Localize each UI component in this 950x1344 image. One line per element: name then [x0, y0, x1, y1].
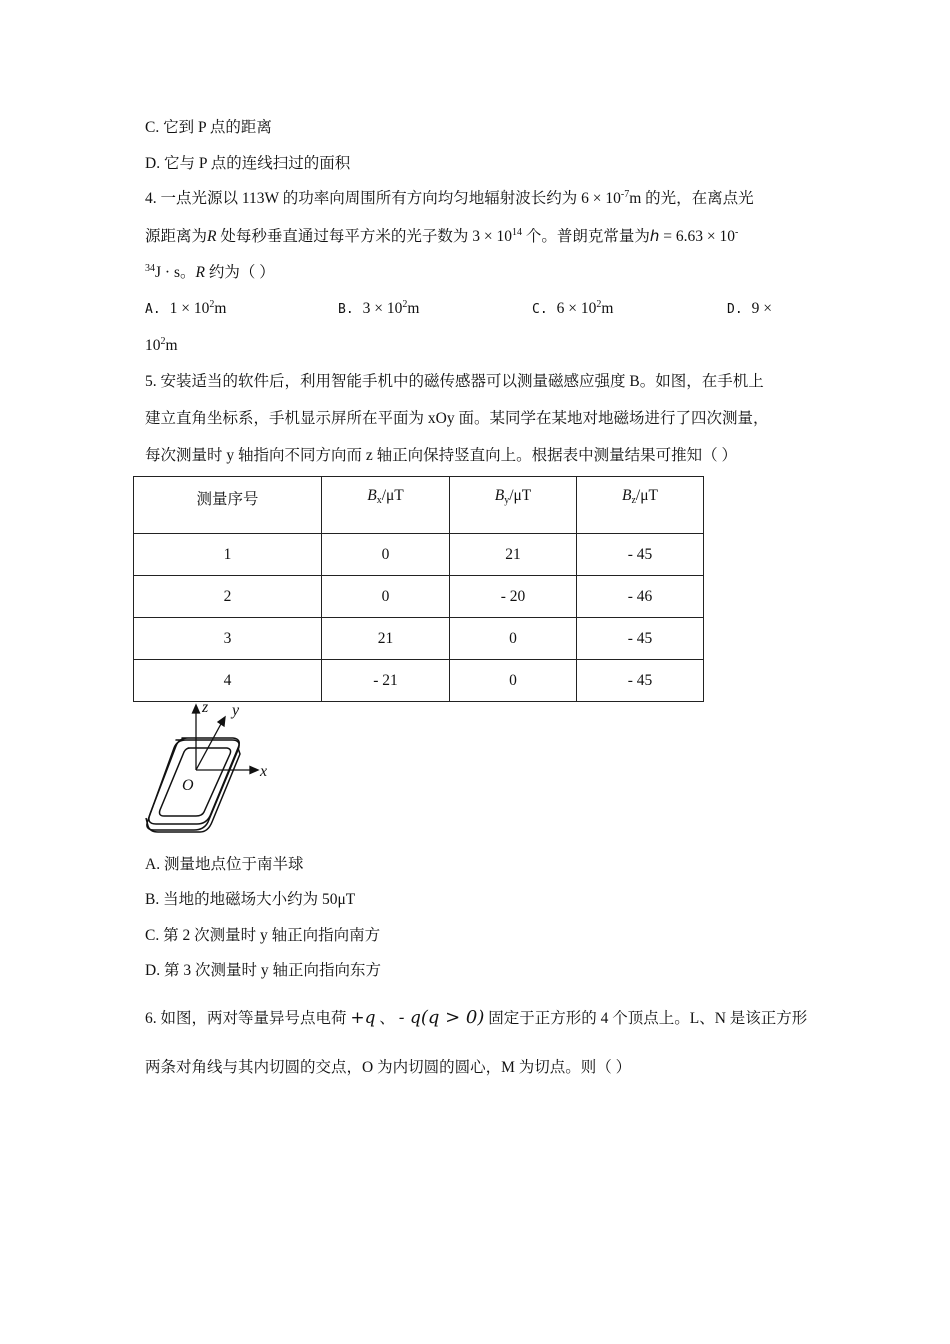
option-unit: m	[407, 300, 420, 317]
q4-text: m 的光，在离点光	[629, 190, 754, 207]
z-axis-arrow	[193, 705, 200, 713]
option-value: 1 × 10	[169, 300, 210, 317]
q4-text: 源距离为	[145, 228, 208, 245]
table-cell: 3	[134, 618, 322, 660]
option-unit: m	[165, 337, 178, 354]
table-cell: - 20	[450, 576, 577, 618]
z-axis-label: z	[202, 699, 209, 716]
q3-option-d: D. 它与 P 点的连线扫过的面积	[145, 155, 351, 172]
q4-option-b	[338, 299, 419, 320]
q5-stem-line1: 5. 安装适当的软件后，利用智能手机中的磁传感器可以测量磁感应强度 B。如图，在手机上	[145, 373, 764, 390]
table-cell: 0	[450, 618, 577, 660]
table-row	[134, 618, 704, 660]
origin-label: O	[182, 777, 194, 794]
table-cell: 21	[450, 534, 577, 576]
x-axis-label: x	[260, 763, 268, 780]
q4-text: J · s。	[155, 264, 196, 281]
q5-option-d: D. 第 3 次测量时 y 轴正向指向东方	[145, 962, 381, 979]
q4-text: 处每秒垂直通过每平方米的光子数为 3 × 10	[216, 228, 512, 245]
q4-exponent: -7	[620, 189, 630, 200]
y-axis	[196, 722, 222, 770]
q6-separator: 、	[379, 1010, 395, 1027]
option-exponent: 2	[209, 299, 215, 310]
table-row	[134, 576, 704, 618]
header-index: 测量序号	[134, 477, 322, 534]
table-cell: - 45	[577, 660, 704, 702]
charge-condition: (q > 0)	[420, 1007, 485, 1028]
q6-text: 6. 如图，两对等量异号点电荷	[145, 1010, 347, 1027]
header-by	[450, 477, 577, 534]
option-unit: m	[214, 300, 227, 317]
q4-text: 约为（ ）	[204, 264, 275, 281]
table-cell: 21	[322, 618, 450, 660]
header-symbol: B	[621, 487, 632, 504]
option-exponent: 2	[596, 299, 602, 310]
option-label: A.	[145, 302, 161, 317]
option-exponent: 2	[160, 336, 166, 347]
q4-option-d-wrap	[145, 336, 178, 356]
q4-stem-line2	[145, 226, 738, 247]
option-value: 9 ×	[751, 300, 773, 317]
charge-negative: - q	[398, 1008, 421, 1028]
q5-stem-line3: 每次测量时 y 轴指向不同方向而 z 轴正向保持竖直向上。根据表中测量结果可推知（ ）	[145, 447, 738, 464]
y-axis-label: y	[232, 702, 240, 719]
x-axis-arrow	[250, 767, 258, 774]
charge-positive: +q	[350, 1008, 376, 1028]
q4-option-c	[532, 299, 613, 320]
header-bx	[322, 477, 450, 534]
q5-stem-line2: 建立直角坐标系，手机显示屏所在平面为 xOy 面。某同学在某地对地磁场进行了四次测量，	[145, 410, 769, 427]
q4-var-r: R	[195, 264, 205, 281]
table-row	[134, 660, 704, 702]
phone-axes-figure	[138, 698, 288, 838]
q4-exponent: 34	[145, 263, 155, 274]
q6-text: 固定于正方形的 4 个顶点上。L、N 是该正方形	[488, 1010, 808, 1027]
measurement-table	[133, 476, 704, 702]
q4-stem-line1	[145, 189, 754, 209]
q4-exponent: 14	[511, 227, 522, 238]
q4-text: 个。普朗克常量为	[521, 228, 650, 245]
option-value: 3 × 10	[362, 300, 403, 317]
q4-var-r: R	[207, 228, 217, 245]
header-unit: /μT	[509, 487, 532, 504]
y-axis-arrow	[218, 717, 225, 726]
table-cell: 0	[322, 576, 450, 618]
table-cell: - 21	[322, 660, 450, 702]
q3-option-c: C. 它到 P 点的距离	[145, 119, 272, 136]
q4-option-d	[727, 299, 772, 320]
q4-var-h: h	[649, 227, 660, 245]
option-label: B.	[338, 302, 354, 317]
header-sub: y	[504, 495, 510, 506]
header-symbol: B	[367, 487, 377, 504]
q5-option-b: B. 当地的地磁场大小约为 50μT	[145, 891, 356, 908]
q4-text: = 6.63 × 10	[659, 228, 735, 245]
header-symbol: B	[494, 487, 505, 504]
q4-stem-line3	[145, 263, 275, 283]
table-cell: 4	[134, 660, 322, 702]
table-row	[134, 534, 704, 576]
option-unit: m	[601, 300, 614, 317]
table-cell: 0	[450, 660, 577, 702]
q4-option-a	[145, 299, 226, 320]
q5-option-a: A. 测量地点位于南半球	[145, 856, 304, 873]
table-cell: 1	[134, 534, 322, 576]
header-unit: /μT	[381, 487, 404, 504]
table-cell: - 46	[577, 576, 704, 618]
table-cell: 0	[322, 534, 450, 576]
table-header-row	[134, 477, 704, 534]
table-cell: - 45	[577, 534, 704, 576]
header-bz	[577, 477, 704, 534]
header-sub: z	[631, 495, 636, 506]
option-exponent: 2	[402, 299, 408, 310]
header-sub: x	[376, 495, 382, 506]
q5-option-c: C. 第 2 次测量时 y 轴正向指向南方	[145, 927, 381, 944]
option-label: C.	[532, 302, 548, 317]
table-cell: - 45	[577, 618, 704, 660]
option-value: 6 × 10	[556, 300, 597, 317]
q4-exponent: -	[735, 227, 739, 238]
option-value: 10	[145, 337, 161, 354]
table-cell: 2	[134, 576, 322, 618]
option-label: D.	[727, 302, 743, 317]
header-unit: /μT	[635, 487, 658, 504]
q6-stem-line2: 两条对角线与其内切圆的交点，O 为内切圆的圆心，M 为切点。则（ ）	[145, 1059, 632, 1076]
q4-text: 4. 一点光源以 113W 的功率向周围所有方向均匀地辐射波长约为 6 × 10	[145, 190, 621, 207]
q6-stem-line1	[145, 1008, 807, 1029]
